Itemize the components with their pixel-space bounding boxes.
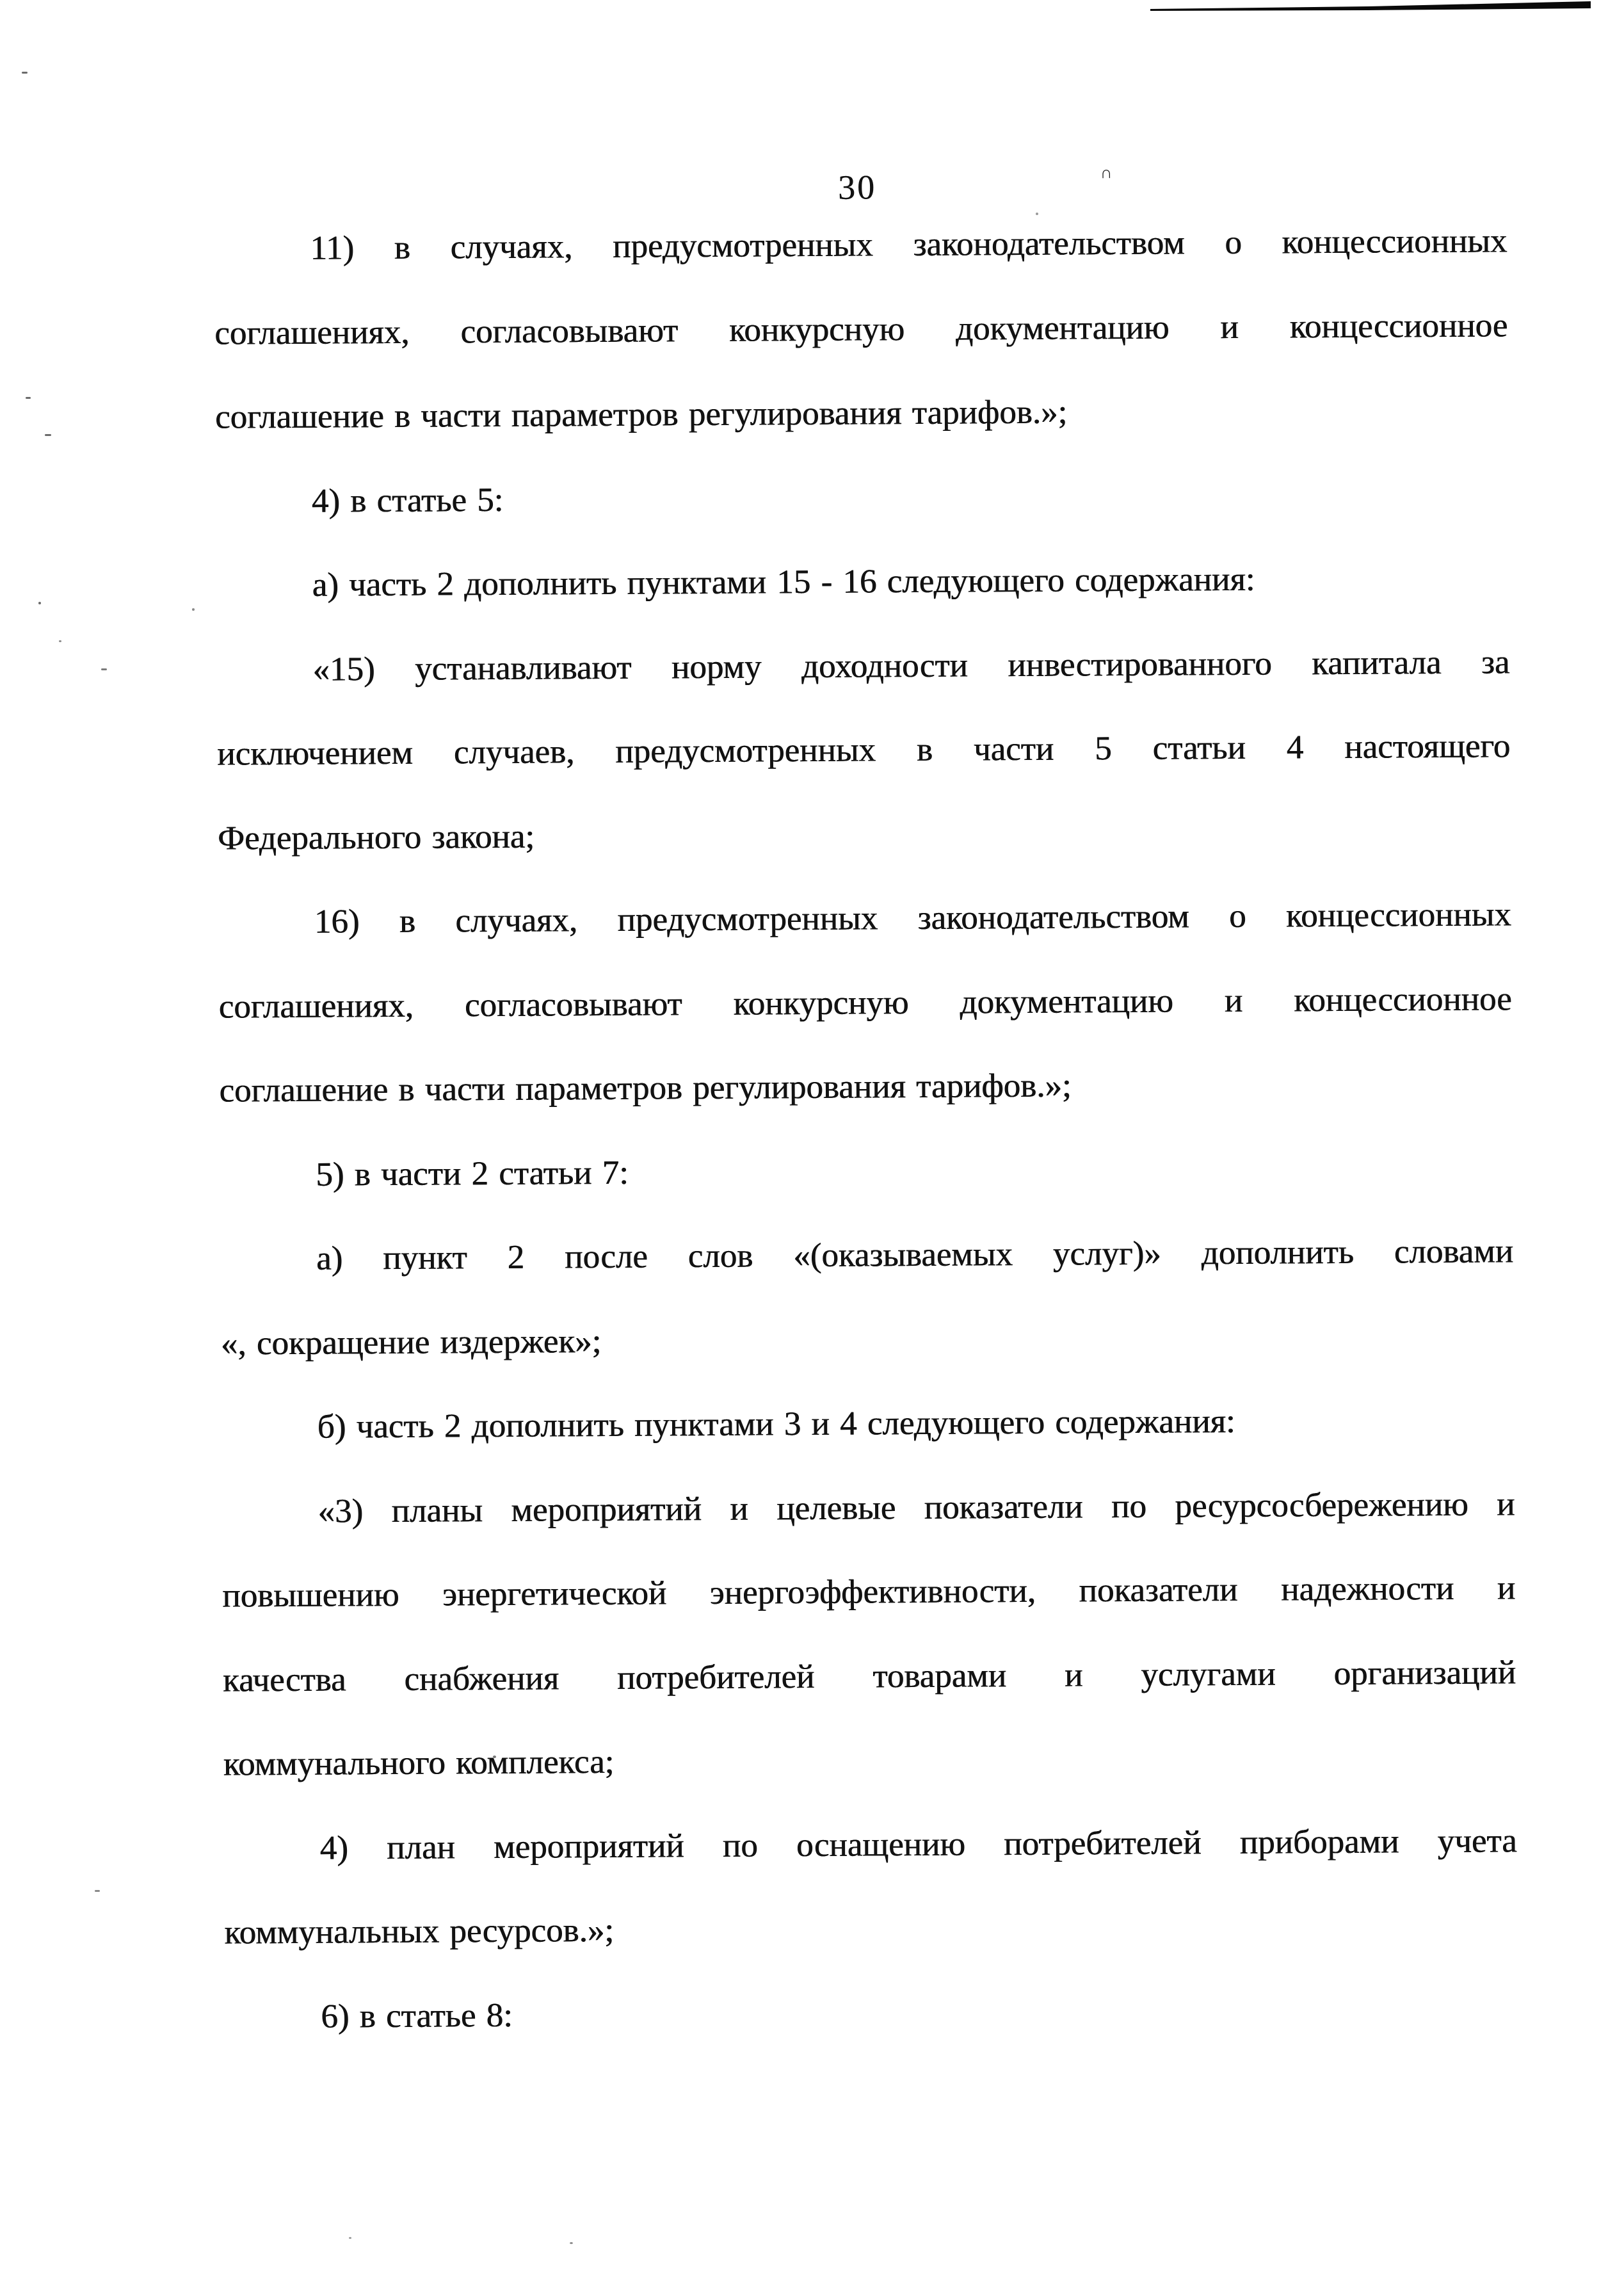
text-line: 6) в статье 8: [321,1996,513,2035]
text-line: соглашение в части параметров регулирования тарифов.»; [214,393,1068,436]
text-line: коммунального комплекса; [223,1743,615,1783]
text-line: 16) в случаях, предусмотренных законодательством о концессионных [314,896,1512,941]
text-line: 4) в статье 5: [311,481,504,520]
text-line: «, сокращение издержек»; [220,1322,602,1362]
text-line: соглашениях, согласовывают конкурсную документацию и концессионное [214,306,1508,352]
text-line: Федерального закона; [218,818,535,857]
text-line: а) пункт 2 после слов «(оказываемых услуг)» дополнить словами [316,1232,1514,1277]
page-number: 30 [837,168,877,207]
text-line: 5) в части 2 статьи 7: [316,1154,629,1193]
document-text-body [214,199,1518,2059]
text-line: исключением случаев, предусмотренных в части 5 статьи 4 настоящего [217,727,1511,773]
text-line: «3) планы мероприятий и целевые показатели по ресурсосбережению и [318,1485,1515,1530]
text-line: «15) устанавливают норму доходности инвестированного капитала за [312,643,1510,688]
text-line: качества снабжения потребителей товарами и услугами организаций [223,1653,1516,1699]
text-line: соглашениях, согласовывают конкурсную документацию и концессионное [218,980,1512,1026]
text-line: соглашение в части параметров регулирования тарифов.»; [219,1067,1072,1110]
text-line: 4) план мероприятий по оснащению потребителей приборами учета [319,1821,1517,1867]
text-line: а) часть 2 дополнить пунктами 15 - 16 следующего содержания: [312,560,1255,604]
text-line: коммунальных ресурсов.»; [224,1911,615,1951]
stray-ink-mark: ∩ [1100,163,1113,182]
text-line: повышению энергетической энергоэффективности, показатели надежности и [222,1569,1516,1615]
text-line: 11) в случаях, предусмотренных законодательством о концессионных [310,222,1507,267]
text-line: б) часть 2 дополнить пунктами 3 и 4 следующего содержания: [317,1402,1235,1446]
